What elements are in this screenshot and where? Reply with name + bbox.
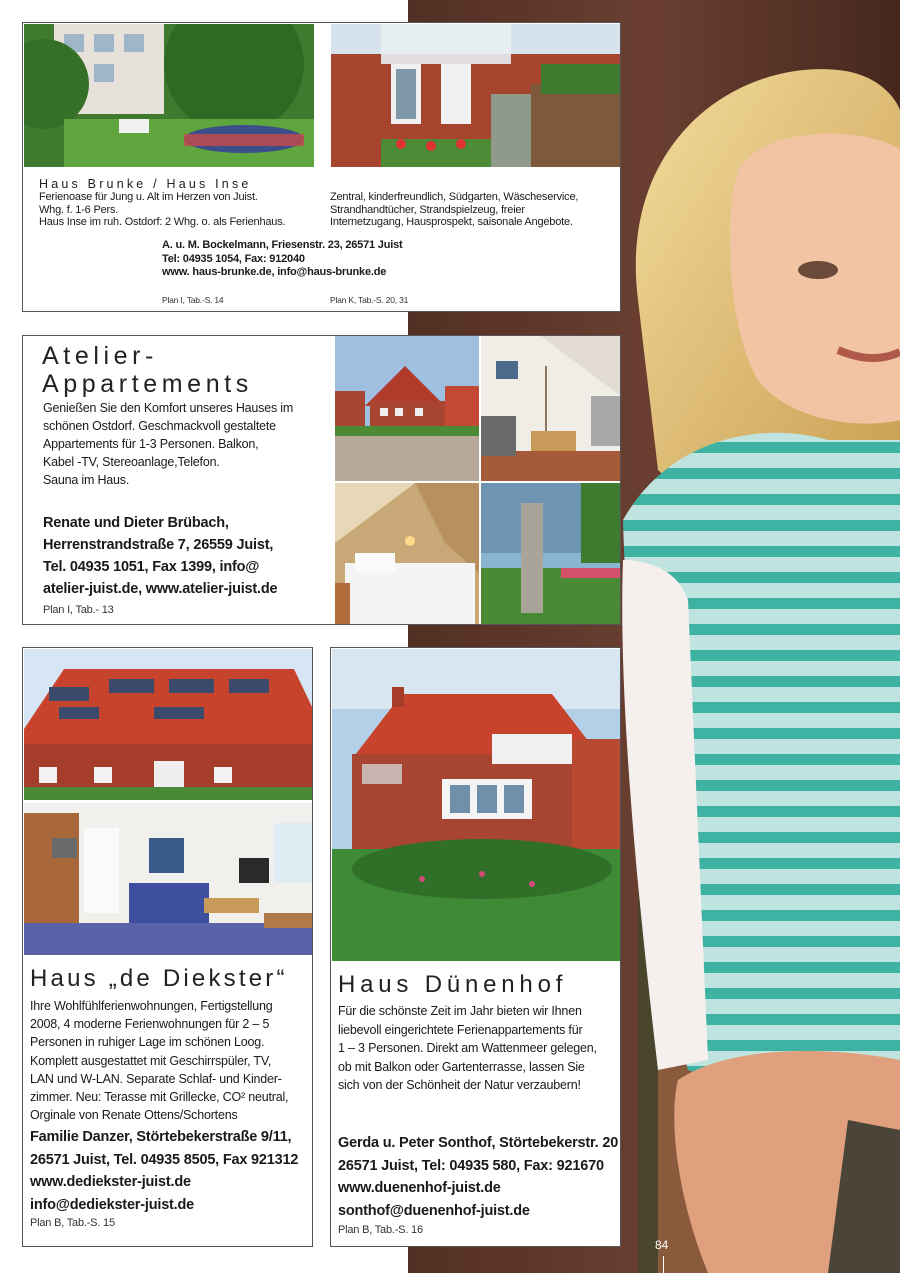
text-line: 2008, 4 moderne Ferienwohnungen für 2 – 5 xyxy=(30,1017,270,1032)
contact-phone: Tel. 04935 1051, Fax 1399, info@ xyxy=(43,559,260,575)
title-line: Appartements xyxy=(42,370,253,398)
text-line: Ihre Wohlfühlferienwohnungen, Fertigstellung xyxy=(30,999,273,1013)
house-dunes-photo xyxy=(332,649,621,961)
ad-description xyxy=(338,1002,613,1095)
contact-email-link[interactable]: info@dediekster-juist.de xyxy=(30,1196,195,1213)
ad-haus-duenenhof xyxy=(330,647,621,1247)
ad-contact xyxy=(338,1132,621,1222)
ad-description xyxy=(43,399,323,489)
street-houses-photo xyxy=(335,336,479,481)
plan-reference: Plan I, Tab.- 13 xyxy=(43,604,114,616)
ad-title: Haus „de Diekster“ xyxy=(30,965,288,992)
ad-contact xyxy=(43,512,343,600)
ad-title: Haus Dünenhof xyxy=(338,971,568,998)
contact-phone: Tel: 04935 1054, Fax: 912040 xyxy=(162,252,305,265)
text-line: Orginale von Renate Ottens/Schortens xyxy=(30,1108,238,1123)
contact-name: Renate und Dieter Brübach, xyxy=(43,515,229,531)
text-line: 1 – 3 Personen. Direkt am Wattenmeer gelegen, xyxy=(338,1041,597,1055)
text-line: Sauna im Haus. xyxy=(43,473,130,487)
plan-reference: Plan B, Tab.-S. 15 xyxy=(30,1217,115,1229)
bedroom-photo xyxy=(335,483,479,625)
ad-contact xyxy=(30,1126,313,1216)
title-line: Atelier- xyxy=(42,342,158,370)
ad-atelier-appartements xyxy=(22,335,621,625)
text-line: Kabel -TV, Stereoanlage,Telefon. xyxy=(43,455,220,469)
text-line: Internetzugang, Hausprospekt, saisonale Angebote. xyxy=(330,216,573,229)
text-line: schönen Ostdorf. Geschmackvoll gestaltete xyxy=(43,419,276,433)
plan-reference: Plan B, Tab.-S. 16 xyxy=(338,1224,423,1236)
text-line: zimmer. Neu: Terasse mit Grillecke, CO² neutral, xyxy=(30,1090,289,1105)
text-line: liebevoll eingerichtete Ferienappartements für xyxy=(338,1022,583,1037)
text-line: ob mit Balkon oder Gartenterrasse, lassen Sie xyxy=(338,1059,585,1074)
ad-title xyxy=(42,342,253,398)
contact-web-link[interactable]: www. haus-brunke.de, info@haus-brunke.de xyxy=(162,266,387,278)
text-line: Zentral, kinderfreundlich, Südgarten, Wäscheservice, xyxy=(330,191,579,203)
ad-description-left xyxy=(39,191,339,229)
text-line: Whg. f. 1-6 Pers. xyxy=(39,203,119,216)
ad-description-right xyxy=(330,191,620,229)
apartment-interior-photo xyxy=(24,803,313,955)
ad-contact xyxy=(162,239,402,280)
ad-description xyxy=(30,997,310,1124)
text-line: Ferienoase für Jung u. Alt im Herzen von Juist. xyxy=(39,191,258,203)
contact-phone: 26571 Juist, Tel. 04935 8505, Fax 921312 xyxy=(30,1151,299,1168)
text-line: Strandhandtücher, Strandspielzeug, freier xyxy=(330,203,525,216)
contact-address: A. u. M. Bockelmann, Friesenstr. 23, 26571 Juist xyxy=(162,239,403,251)
text-line: Haus Inse im ruh. Ostdorf: 2 Whg. o. als Ferienhaus. xyxy=(39,216,286,229)
ad-haus-de-diekster xyxy=(22,647,313,1247)
page-number: 84 xyxy=(655,1238,669,1252)
page-number-rule xyxy=(663,1256,664,1273)
contact-web-link[interactable]: www.dediekster-juist.de xyxy=(30,1174,191,1190)
contact-web-link[interactable]: www.duenenhof-juist.de xyxy=(338,1180,501,1196)
text-line: Genießen Sie den Komfort unseres Hauses im xyxy=(43,401,294,415)
contact-phone: 26571 Juist, Tel: 04935 580, Fax: 921670 xyxy=(338,1157,604,1174)
text-line: Personen in ruhiger Lage im schönen Loog. xyxy=(30,1035,265,1050)
contact-web-link[interactable]: atelier-juist.de, www.atelier-juist.de xyxy=(43,581,278,597)
contact-address: Gerda u. Peter Sonthof, Störtebekerstr. 20 xyxy=(338,1135,619,1151)
text-line: Für die schönste Zeit im Jahr bieten wir Ihnen xyxy=(338,1004,582,1018)
text-line: Komplett ausgestattet mit Geschirrspüler, TV, xyxy=(30,1053,272,1068)
house-solar-roof-photo xyxy=(24,649,313,800)
house-entrance-photo xyxy=(331,24,621,167)
contact-email-link[interactable]: sonthof@duenenhof-juist.de xyxy=(338,1202,530,1219)
text-line: LAN und W-LAN. Separate Schlaf- und Kinder- xyxy=(30,1071,282,1086)
plan-reference: Plan K, Tab.-S. 20, 31 xyxy=(330,295,409,305)
garden-photo xyxy=(24,24,314,167)
ad-title: Haus Brunke / Haus Inse xyxy=(39,177,252,191)
garden-sculpture-photo xyxy=(481,483,621,625)
plan-reference: Plan I, Tab.-S. 14 xyxy=(162,295,224,305)
text-line: sich von der Schönheit der Natur verzaubern! xyxy=(338,1078,581,1092)
contact-address: Herrenstrandstraße 7, 26559 Juist, xyxy=(43,537,274,553)
contact-address: Familie Danzer, Störtebekerstraße 9/11, xyxy=(30,1129,292,1145)
text-line: Appartements für 1-3 Personen. Balkon, xyxy=(43,437,259,451)
ad-haus-brunke xyxy=(22,22,621,312)
living-room-photo xyxy=(481,336,621,481)
